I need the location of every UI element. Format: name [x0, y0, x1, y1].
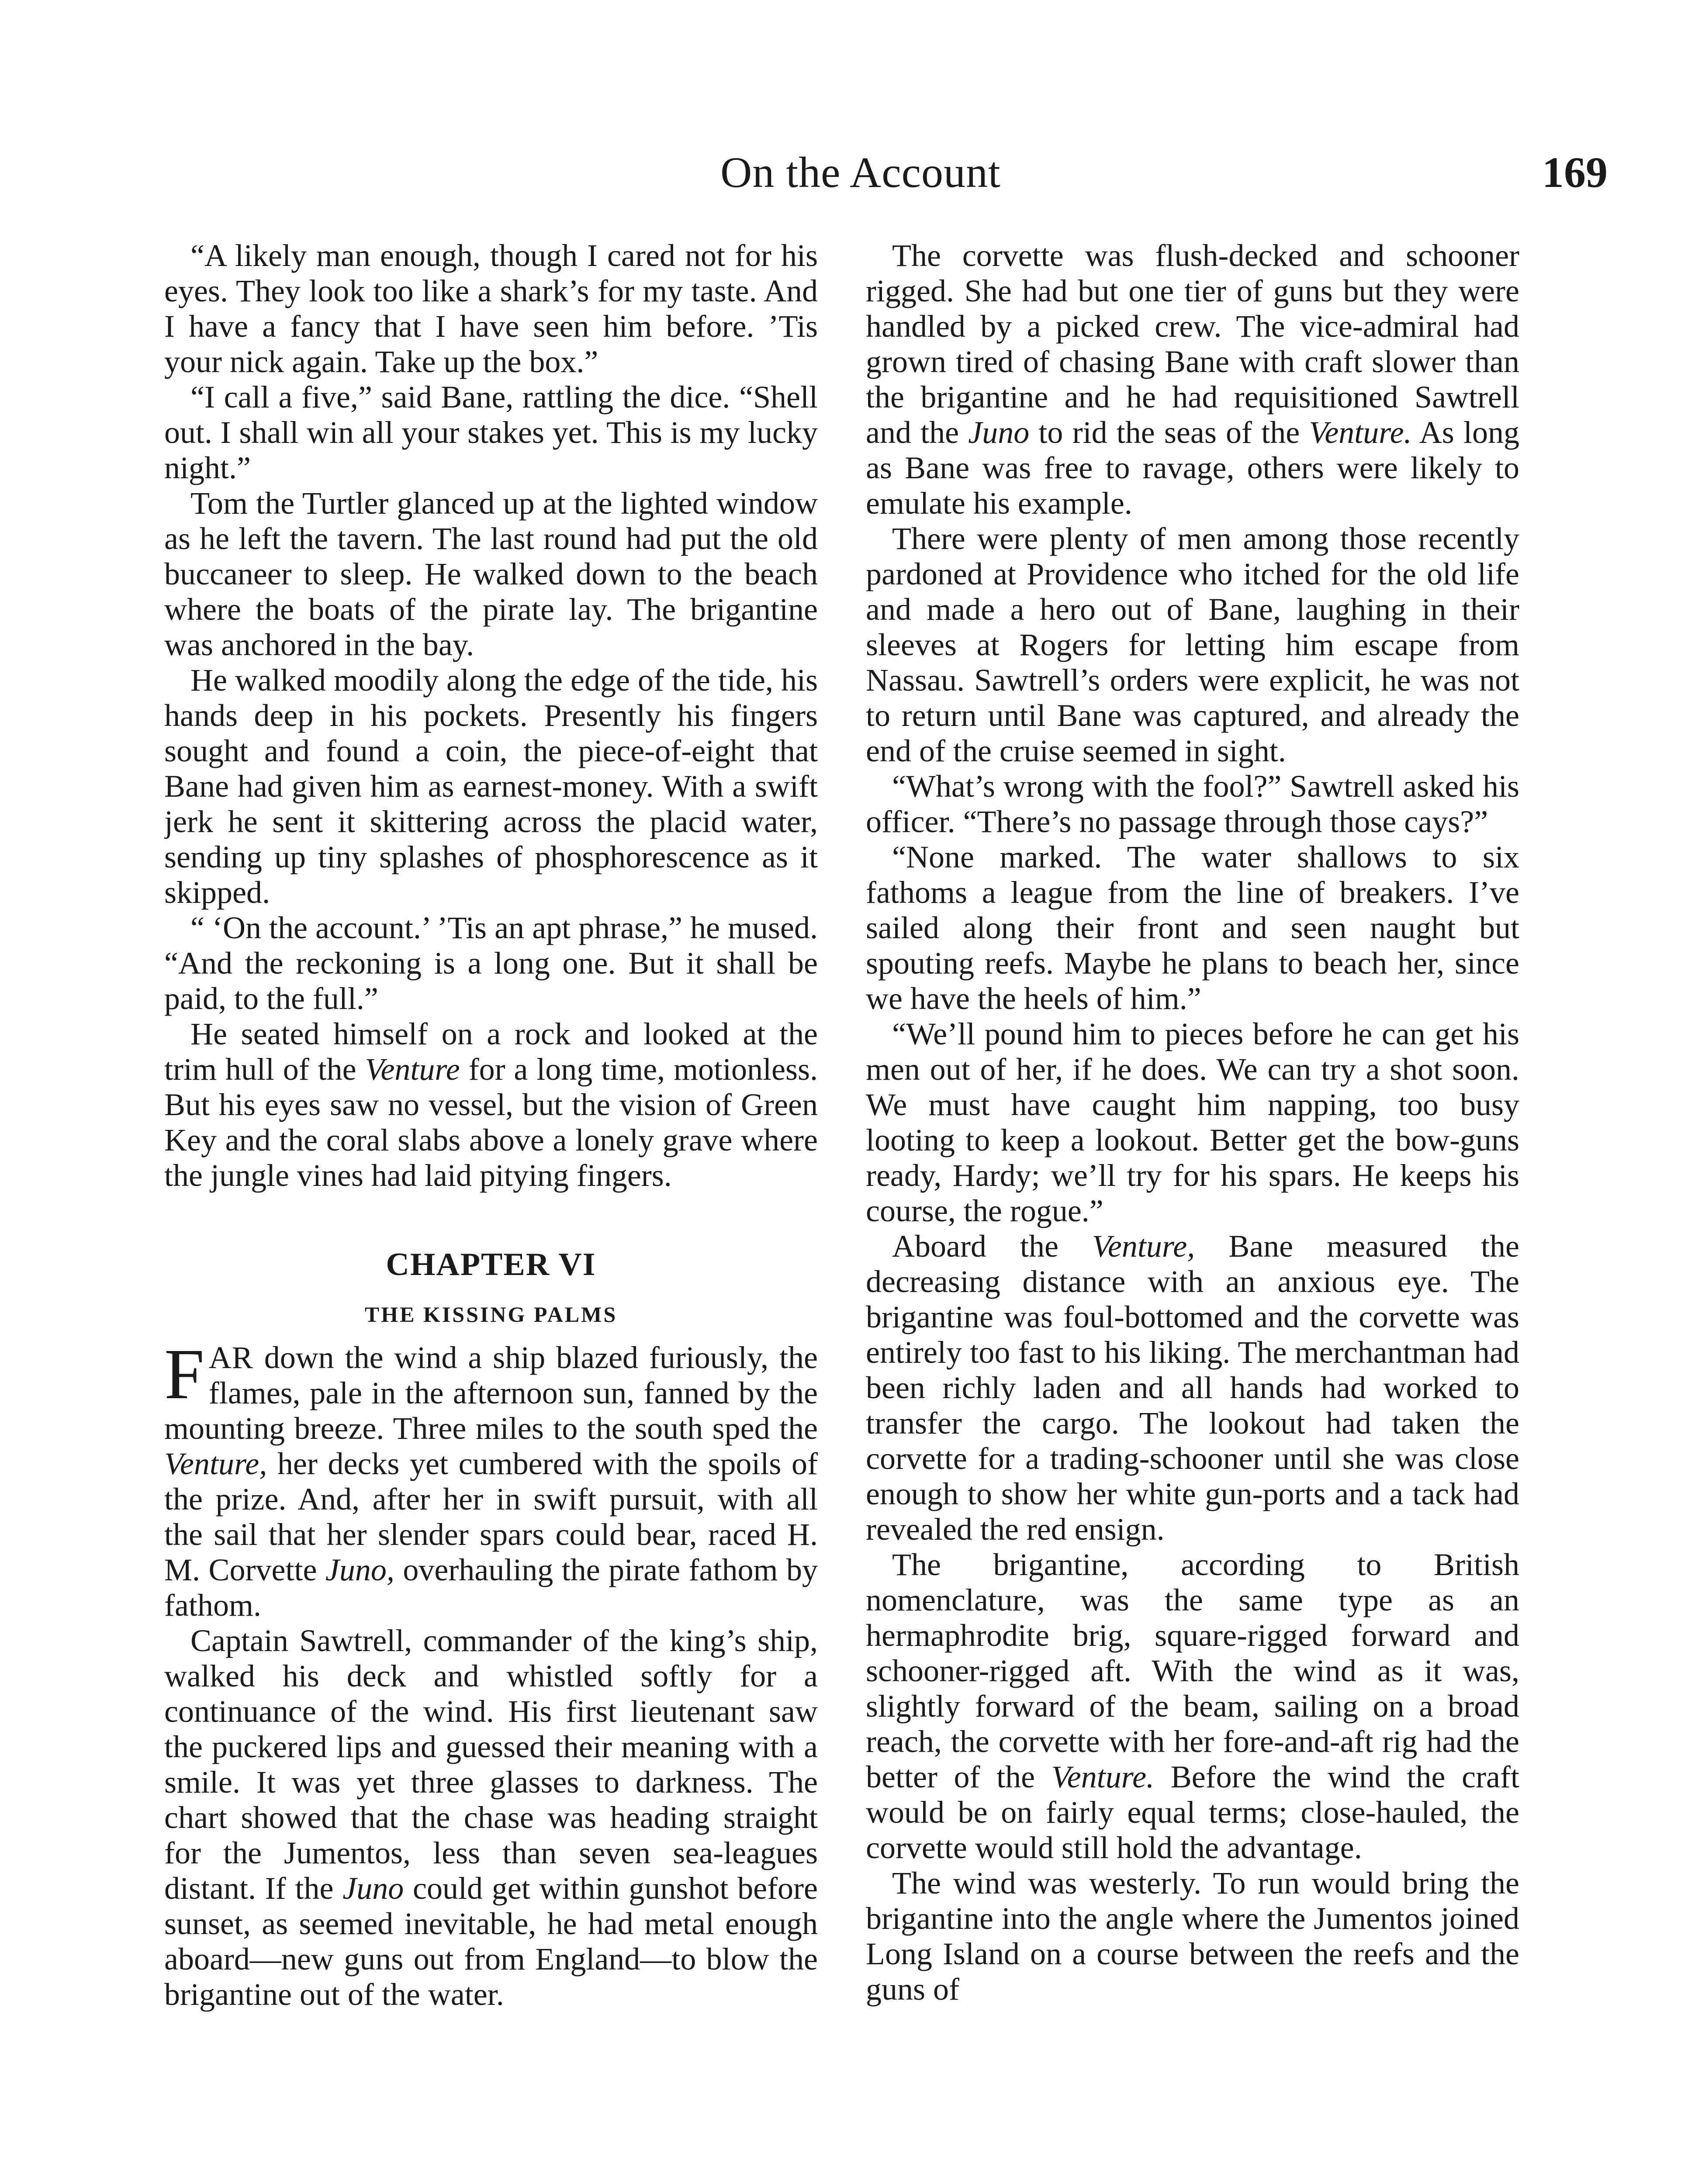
chapter-title: CHAPTER VI: [386, 1247, 596, 1282]
drop-cap: F: [164, 1334, 204, 1414]
text-run: overhauling the pirate fathom by fathom.: [164, 1552, 818, 1623]
paragraph: Tom the Turtler glanced up at the lighted window as he left the tavern. The last round had put the old buccaneer to sleep. He walked down to the beach where the boats of the pirate lay. The brigantine was anchored in the bay.: [164, 486, 818, 662]
text-run: her decks yet cumbered with the spoils of the prize. And, after her in swift pursuit, with all the sail that her slender spars could bear, raced H. M. Corvette: [164, 1446, 818, 1587]
paragraph: [164, 1016, 818, 1193]
text-run: As long as Bane was free to ravage, others were likely to emulate his example.: [866, 415, 1519, 521]
text-run: Captain Sawtrell, commander of the king’s ship, walked his deck and whistled softly for a continuance of the wind. His first lieutenant saw the puckered lips and guessed their meaning with a smile. It was yet three glasses to darkness. The chart showed that the chase was heading straight for the Jumentos, less than seven sea-leagues distant. If the: [164, 1623, 818, 1906]
text-run: Before the wind the craft would be on fairly equal terms; close-hauled, the corvette would still hold the advantage.: [866, 1759, 1519, 1865]
text-run: The brigantine, according to British nomenclature, was the same type as an hermaphrodite brig, square-rigged forward and schooner-rigged aft. With the wind as it was, slightly forward of the beam, sailing on a broad reach, the corvette with her fore-and-aft rig had the better of the: [866, 1547, 1519, 1794]
paragraph: “I call a five,” said Bane, rattling the dice. “Shell out. I shall win all your stakes yet. This is my lucky night.”: [164, 380, 818, 485]
text-run: for a long time, motionless. But his eyes saw no vessel, but the vision of Green Key and the coral slabs above a lonely grave where the jungle vines had laid pitying fingers.: [164, 1052, 818, 1193]
paragraph: The wind was westerly. To run would bring the brigantine into the angle where the Jumentos joined Long Island on a course between the reefs and the guns of: [866, 1866, 1519, 2007]
lead-word: AR: [208, 1340, 253, 1375]
text-run: He seated himself on a rock and looked at the trim hull of the: [164, 1016, 818, 1087]
page-number: 169: [1542, 148, 1608, 197]
ship-name: Venture: [365, 1052, 460, 1087]
chapter-subtitle: THE KISSING PALMS: [364, 1302, 618, 1327]
text-run: could get within gunshot before sunset, as seemed inevitable, he had metal enough aboard—new guns out from England—to blow the brigantine out of the water.: [164, 1871, 818, 2012]
text-run: to rid the seas of the: [1029, 415, 1309, 450]
text-run: Bane measured the decreasing distance with an anxious eye. The brigantine was foul-bottomed and the corvette was entirely too fast to his liking. The merchantman had been richly laden and all hands had worked to transfer the cargo. The lookout had taken the corvette for a trading-schooner until she was close enough to show her white gun-ports and a tack had revealed the red ensign.: [866, 1229, 1519, 1547]
ship-name: Venture,: [164, 1446, 267, 1481]
ship-name: Venture.: [1051, 1759, 1155, 1794]
text-run: The corvette was flush-decked and schooner rigged. She had but one tier of guns but they were handled by a picked crew. The vice-admiral had grown tired of chasing Bane with craft slower than the brigantine and he had requisitioned Sawtrell and the: [866, 238, 1519, 450]
opening-paragraph: [164, 1334, 818, 1623]
paragraph: [866, 1229, 1519, 1547]
page-header: [0, 144, 1681, 201]
paragraph: “None marked. The water shallows to six fathoms a league from the line of breakers. I’ve sailed along their front and seen naught but spouting reefs. Maybe he plans to beach her, since we have the heels of him.”: [866, 840, 1519, 1016]
running-title: On the Account: [720, 148, 1001, 197]
left-column: [164, 238, 818, 2184]
ship-name: Venture.: [1309, 415, 1412, 450]
text-run: Aboard the: [892, 1229, 1092, 1264]
paragraph: [866, 1547, 1519, 1866]
paragraph: “A likely man enough, though I cared not for his eyes. They look too like a shark’s for my taste. And I have a fancy that I have seen him before. ’Tis your nick again. Take up the box.”: [164, 238, 818, 379]
paragraph: [866, 238, 1519, 521]
ship-name: Venture,: [1092, 1229, 1195, 1264]
paragraph: “We’ll pound him to pieces before he can get his men out of her, if he does. We can try a shot soon. We must have caught him napping, too busy looting to keep a lookout. Better get the bow-guns ready, Hardy; we’ll try for his spars. He keeps his course, the rogue.”: [866, 1016, 1519, 1228]
paragraph: “What’s wrong with the fool?” Sawtrell asked his officer. “There’s no passage through those cays?”: [866, 769, 1519, 839]
paragraph: There were plenty of men among those recently pardoned at Providence who itched for the old life and made a hero out of Bane, laughing in their sleeves at Rogers for letting him escape from Nassau. Sawtrell’s orders were explicit, he was not to return until Bane was captured, and already the end of the cruise seemed in sight.: [866, 521, 1519, 768]
paragraph: He walked moodily along the edge of the tide, his hands deep in his pockets. Presently his fingers sought and found a coin, the piece-of-eight that Bane had given him as earnest-money. With a swift jerk he sent it skittering across the placid water, sending up tiny splashes of phosphorescence as it skipped.: [164, 663, 818, 910]
ship-name: Juno,: [325, 1552, 394, 1587]
text-run: down the wind a ship blazed furiously, the flames, pale in the afternoon sun, fanned by the mounting breeze. Three miles to the south sped the: [164, 1340, 818, 1446]
ship-name: Juno: [968, 415, 1030, 450]
ship-name: Juno: [342, 1871, 404, 1906]
paragraph: [164, 1623, 818, 2012]
paragraph: “ ‘On the account.’ ’Tis an apt phrase,” he mused. “And the reckoning is a long one. But it shall be paid, to the full.”: [164, 910, 818, 1016]
right-column: [866, 238, 1519, 2184]
